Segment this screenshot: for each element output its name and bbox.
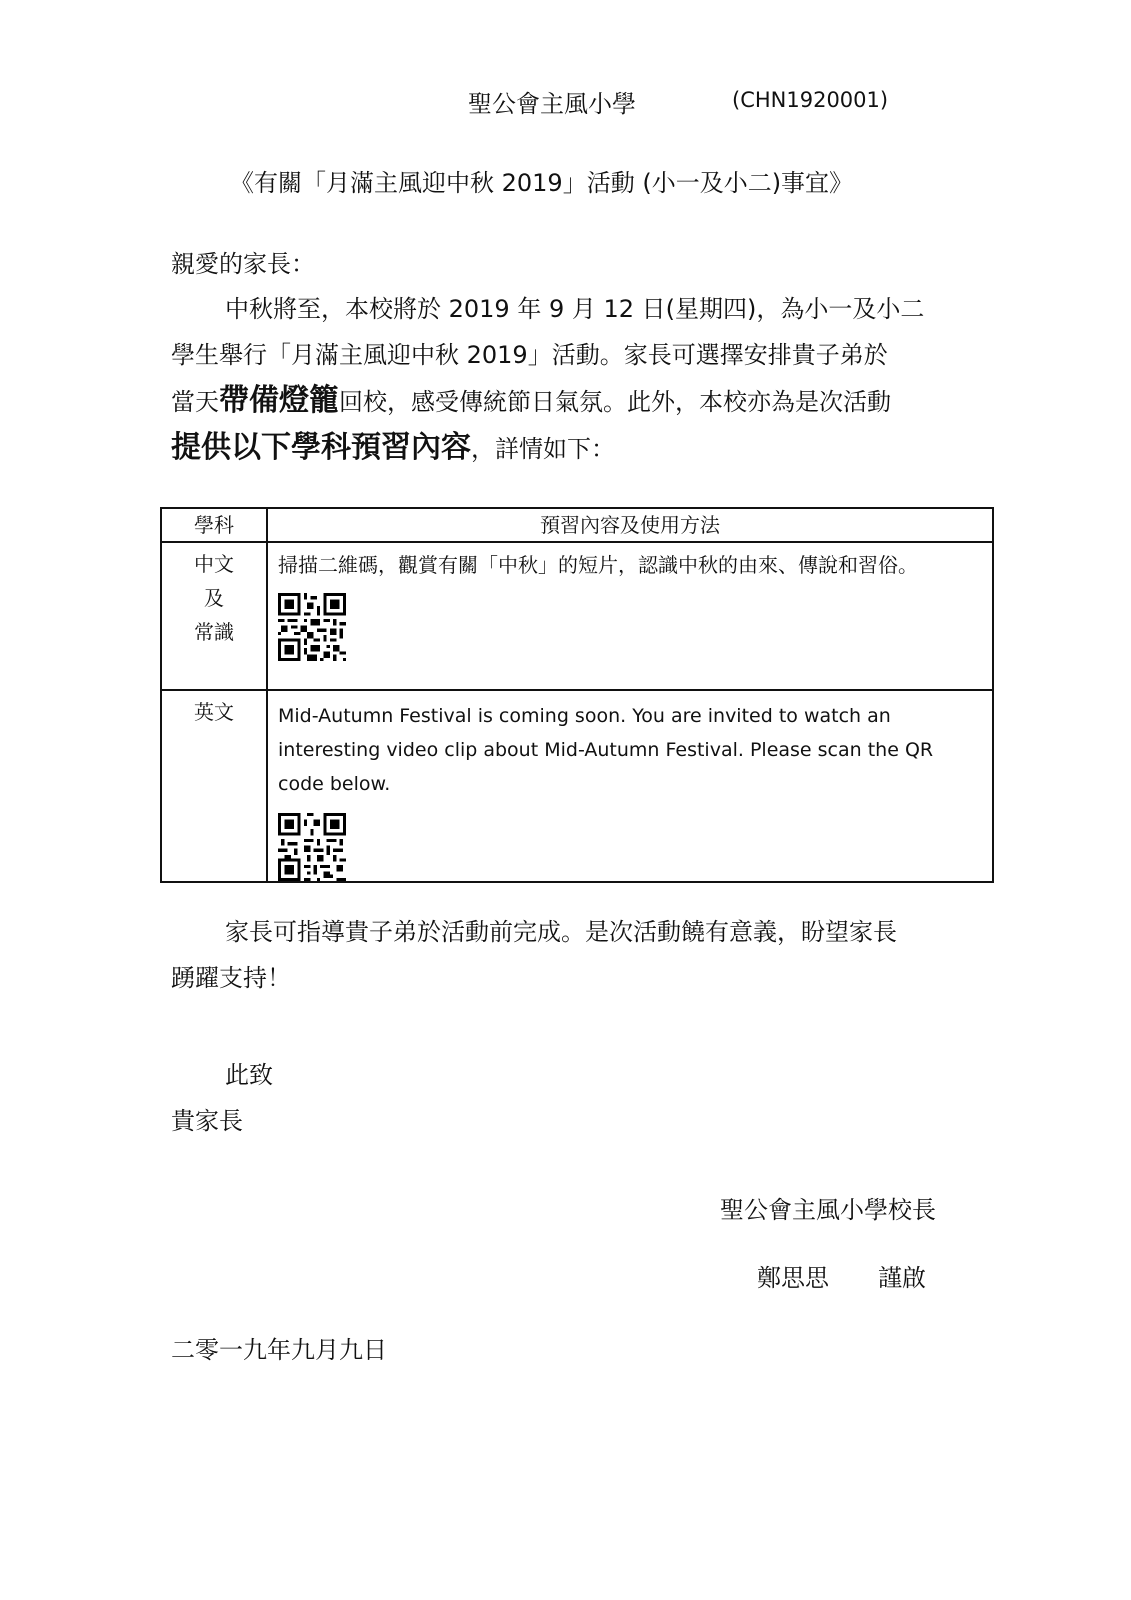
intro-line-4 (171, 425, 971, 472)
content-text: 掃描二維碼，觀賞有關「中秋」的短片，認識中秋的由來、傳說和習俗。 (278, 553, 918, 577)
letter-title: 《有關「月滿主風迎中秋 2019」活動 (小一及小二)事宜》 (230, 169, 854, 197)
intro-line-3 (171, 378, 971, 425)
content-text: Mid-Autumn Festival is coming soon. You are invited to watch an interesting video clip about Mid-Autumn Festival. Please scan the QR code below. (278, 705, 934, 795)
closing-line-2: 踴躍支持！ (171, 964, 291, 992)
header-content: 預習內容及使用方法 (267, 508, 993, 542)
intro-line-3-pre: 當天 (171, 388, 219, 416)
subject-line: 中文 (194, 552, 234, 576)
salutation-line-2: 貴家長 (171, 1107, 243, 1135)
subject-line: 英文 (194, 700, 234, 724)
closing-line-1: 家長可指導貴子弟於活動前完成。是次活動饒有意義，盼望家長 (225, 918, 897, 946)
table-row (161, 542, 993, 690)
qr-code-icon[interactable] (278, 813, 346, 881)
salutation-line-1: 此致 (225, 1061, 273, 1089)
intro-line-2: 學生舉行「月滿主風迎中秋 2019」活動。家長可選擇安排貴子弟於 (171, 341, 888, 369)
table-row (161, 690, 993, 882)
intro-line-4-post: ，詳情如下： (471, 435, 615, 463)
content-cell (267, 542, 993, 690)
signature-title: 聖公會主風小學校長 (720, 1196, 936, 1224)
preview-content-table (160, 507, 994, 883)
header-subject: 學科 (161, 508, 267, 542)
signature-closing: 謹啟 (878, 1264, 926, 1292)
signature-name: 鄭思思 (757, 1264, 829, 1292)
preview-content-emphasis: 提供以下學科預習內容 (171, 430, 471, 465)
letter-date: 二零一九年九月九日 (171, 1336, 387, 1364)
greeting: 親愛的家長： (171, 250, 315, 278)
subject-line: 常識 (194, 620, 234, 644)
subject-line: 及 (204, 586, 224, 610)
intro-line-3-post: 回校，感受傳統節日氣氛。此外，本校亦為是次活動 (339, 388, 891, 416)
content-cell (267, 690, 993, 882)
subject-cell (161, 542, 267, 690)
subject-cell (161, 690, 267, 882)
qr-code-icon[interactable] (278, 593, 346, 661)
bring-lantern-emphasis: 帶備燈籠 (219, 383, 339, 418)
intro-line-1: 中秋將至，本校將於 2019 年 9 月 12 日(星期四)，為小一及小二 (225, 295, 925, 323)
table-header-row (161, 508, 993, 542)
paragraph-intro (171, 286, 971, 472)
paragraph-closing (171, 909, 897, 1001)
reference-code: (CHN1920001) (732, 88, 889, 112)
school-name: 聖公會主風小學 (468, 90, 636, 118)
